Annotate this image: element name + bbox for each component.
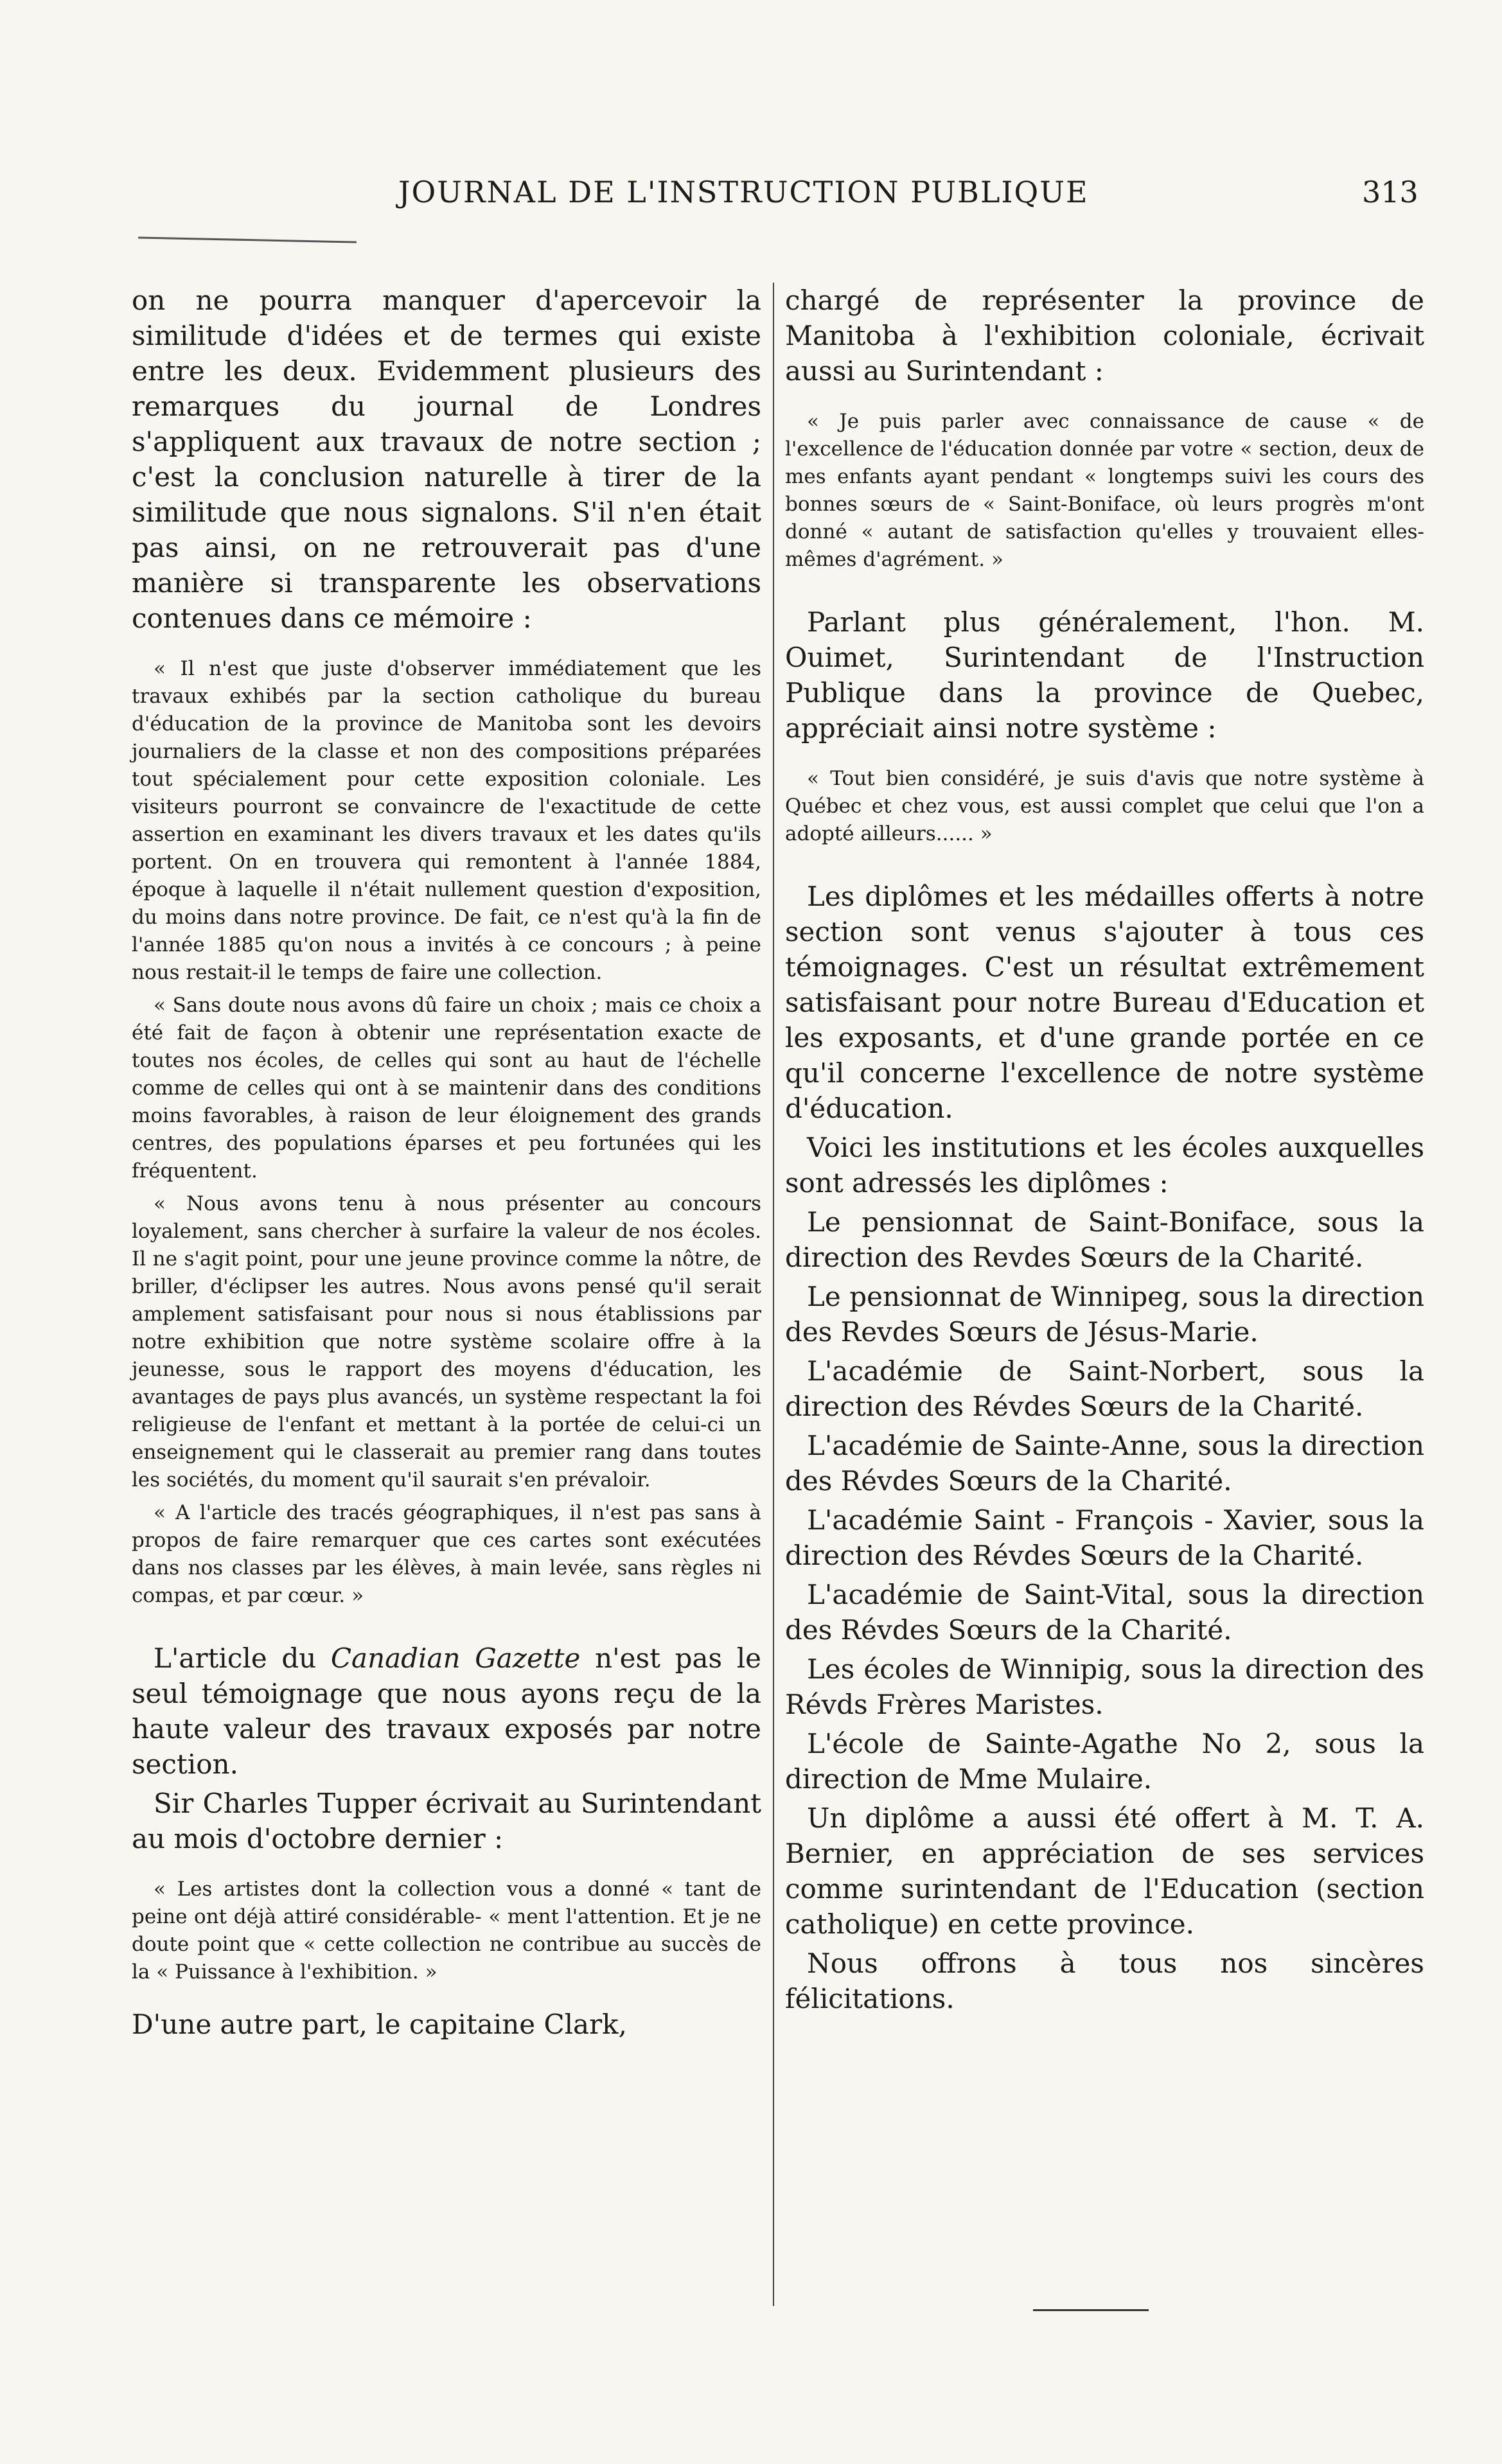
quote-paragraph: « Les artistes dont la collection vous a donné « tant de peine ont déjà attiré considérable- « ment l'attention. Et je ne doute point que « cette collection ne contribue au succès de la « Puissance à l'exhibition. »: [132, 1878, 761, 1984]
paragraph: Parlant plus généralement, l'hon. M. Ouimet, Surintendant de l'Instruction Publique dans la province de Quebec, appréciait ainsi notre système :: [785, 606, 1424, 744]
page-number: 313: [1362, 175, 1418, 209]
diploma-list-item: L'académie Saint - François - Xavier, sous la direction des Révdes Sœurs de la Charité.: [785, 1504, 1424, 1571]
paragraph: on ne pourra manquer d'apercevoir la similitude d'idées et de termes qui existe entre les deux. Evidemment plusieurs des remarques du journal de Londres s'appliquent aux travaux de notre section ; c'est la conclusion naturelle à tirer de la similitude que nous signalons. S'il n'en était pas ainsi, on ne retrouverait pas d'une manière si transparente les observations contenues dans ce mémoire :: [132, 285, 761, 634]
diploma-list-item: Le pensionnat de Saint-Boniface, sous la direction des Revdes Sœurs de la Charité.: [785, 1206, 1424, 1273]
closing-rule: [1033, 2309, 1149, 2311]
quote-paragraph: « Nous avons tenu à nous présenter au concours loyalement, sans chercher à surfaire la valeur de nos écoles. Il ne s'agit point, pour une jeune province comme la nôtre, de briller, d'éclipser les autres. Nous avons pensé qu'il serait amplement satisfaisant pour nous si nous établissions par notre exhibition que notre système scolaire offre à la jeunesse, sous le rapport des moyens d'éducation, les avantages de pays plus avancés, un système respectant la foi religieuse de l'enfant et mettant à la portée de celui-ci un enseignement qui le classerait au premier rang dans toutes les sociétés, du moment qu'il saurait s'en prévaloir.: [132, 1192, 761, 1492]
paragraph-text: L'article du: [154, 1642, 331, 1674]
paragraph: Sir Charles Tupper écrivait au Surintendant au mois d'octobre dernier :: [132, 1788, 761, 1854]
diploma-list-item: Le pensionnat de Winnipeg, sous la direction des Revdes Sœurs de Jésus-Marie.: [785, 1281, 1424, 1348]
publication-title: Canadian Gazette: [330, 1642, 581, 1674]
right-column: [785, 283, 1424, 2020]
quote-paragraph: « A l'article des tracés géographiques, il n'est pas sans à propos de faire remarquer que ces cartes sont exécutées dans nos classes par les élèves, à main levée, sans règles ni compas, et par cœur. »: [132, 1501, 761, 1607]
running-header: [0, 175, 1502, 220]
paragraph: D'une autre part, le capitaine Clark,: [132, 2009, 627, 2040]
paragraph: Nous offrons à tous nos sincères félicitations.: [785, 1948, 1424, 2014]
header-rule: [138, 236, 357, 243]
quote-paragraph: « Sans doute nous avons dû faire un choix ; mais ce choix a été fait de façon à obtenir une représentation exacte de toutes nos écoles, de celles qui sont au haut de l'échelle comme de celles qui ont à se maintenir dans des conditions moins favorables, à raison de leur éloignement des grands centres, des populations éparses et peu fortunées qui les fréquentent.: [132, 994, 761, 1183]
column-divider: [773, 283, 774, 2306]
paragraph: Voici les institutions et les écoles auxquelles sont adressés les diplômes :: [785, 1132, 1424, 1199]
diploma-list-item: L'académie de Saint-Vital, sous la direction des Révdes Sœurs de la Charité.: [785, 1579, 1424, 1646]
diploma-list-item: L'académie de Sainte-Anne, sous la direction des Révdes Sœurs de la Charité.: [785, 1430, 1424, 1497]
paragraph: chargé de représenter la province de Manitoba à l'exhibition coloniale, écrivait aussi au Surintendant :: [785, 285, 1424, 387]
diploma-list-item: L'académie de Saint-Norbert, sous la direction des Révdes Sœurs de la Charité.: [785, 1355, 1424, 1422]
quote-paragraph: « Je puis parler avec connaissance de cause « de l'excellence de l'éducation donnée par votre « section, deux de mes enfants ayant pendant « longtemps suivi les cours des bonnes sœurs de « Saint-Boniface, où leurs progrès m'ont donné « autant de satisfaction qu'elles y trouvaient elles-mêmes d'agrément. »: [785, 410, 1424, 571]
diploma-list-item: L'école de Sainte-Agathe No 2, sous la direction de Mme Mulaire.: [785, 1728, 1424, 1795]
diploma-list-item: Les écoles de Winnipig, sous la direction des Révds Frères Maristes.: [785, 1653, 1424, 1720]
paragraph: Les diplômes et les médailles offerts à notre section sont venus s'ajouter à tous ces témoignages. C'est un résultat extrêmement satisfaisant pour notre Bureau d'Education et les exposants, et d'une grande portée en ce qu'il concerne l'excellence de notre système d'éducation.: [785, 881, 1424, 1124]
quote-paragraph: « Tout bien considéré, je suis d'avis que notre système à Québec et chez vous, est aussi complet que celui que l'on a adopté ailleurs...... »: [785, 767, 1424, 845]
paragraph-text: n'est pas le seul témoignage que nous ayons reçu de la haute valeur des travaux exposés par notre section.: [132, 1642, 762, 1780]
left-column: [132, 283, 761, 2046]
paragraph: [132, 1641, 761, 1782]
paragraph: Un diplôme a aussi été offert à M. T. A. Bernier, en appréciation de ses services comme surintendant de l'Education (section catholique) en cette province.: [785, 1802, 1424, 1940]
running-title: JOURNAL DE L'INSTRUCTION PUBLIQUE: [398, 175, 1089, 209]
quote-paragraph: « Il n'est que juste d'observer immédiatement que les travaux exhibés par la section catholique du bureau d'éducation de la province de Manitoba sont les devoirs journaliers de la classe et non des compositions préparées tout spécialement pour cette exposition coloniale. Les visiteurs pourront se convaincre de l'exactitude de cette assertion en examinant les divers travaux et les dates qu'ils portent. On en trouvera qui remontent à l'année 1884, époque à laquelle il n'était nullement question d'exposition, du moins dans notre province. De fait, ce n'est qu'à la fin de l'année 1885 qu'on nous a invités à ce concours ; à peine nous restait-il le temps de faire une collection.: [132, 657, 761, 984]
